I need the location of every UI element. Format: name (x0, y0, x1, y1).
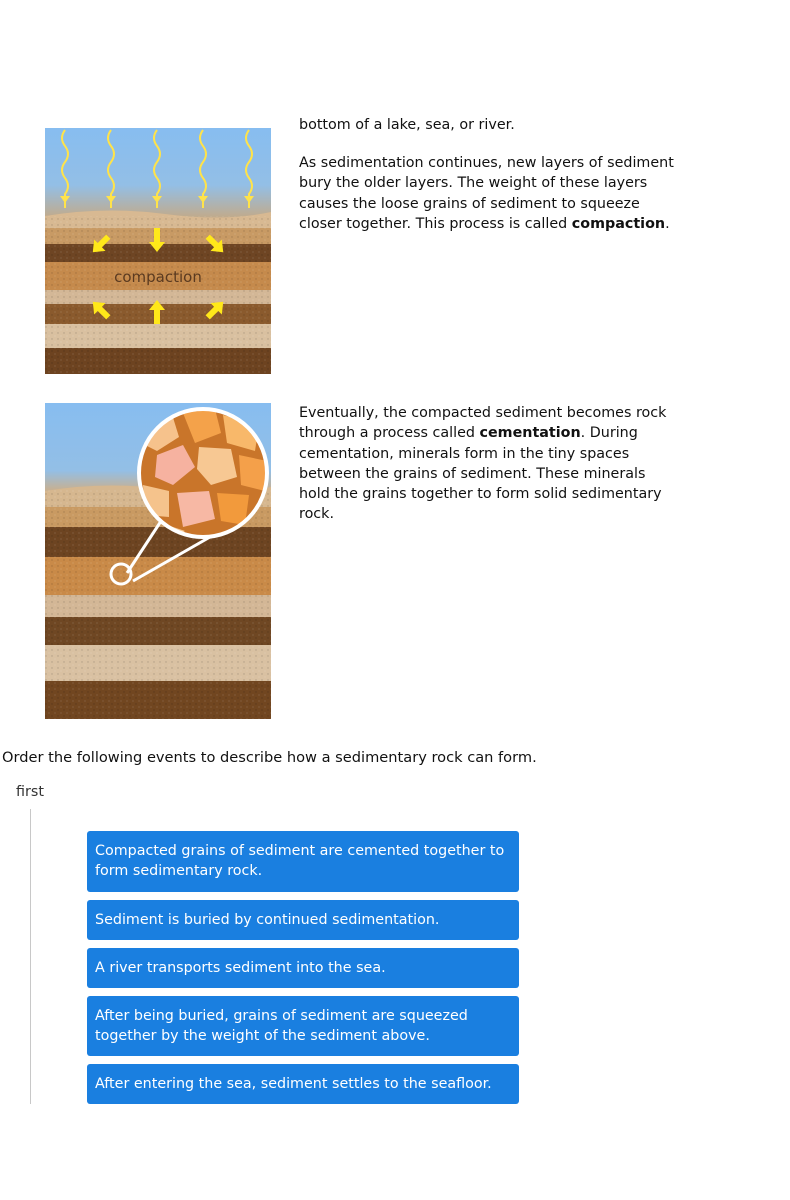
order-first-label: first (16, 784, 44, 800)
compaction-paragraph: As sedimentation continues, new layers of sediment bury the older layers. The weight of these layers causes the loose grains of sediment to squeeze closer together. This process is called compaction. (299, 155, 674, 232)
question-prompt: Order the following events to describe how a sedimentary rock can form. (2, 749, 537, 766)
order-axis-line (30, 809, 31, 1104)
sortable-item[interactable] (87, 948, 519, 988)
sortable-item[interactable] (87, 900, 519, 940)
compaction-illustration (45, 128, 271, 374)
sortable-item[interactable] (87, 996, 519, 1056)
cementation-term: cementation (479, 425, 581, 442)
sortable-item[interactable] (87, 1064, 519, 1104)
sortable-item-text: After being buried, grains of sediment are squeezed together by the weight of the sediment above. (95, 1008, 468, 1044)
sortable-item-text: After entering the sea, sediment settles to the seafloor. (95, 1076, 492, 1092)
sortable-item-text: Compacted grains of sediment are cemented together to form sedimentary rock. (95, 843, 505, 879)
cementation-illustration (45, 403, 271, 719)
compaction-term: compaction (571, 215, 666, 232)
compaction-image-label: compaction (114, 268, 202, 286)
sortable-item[interactable] (87, 831, 519, 892)
cementation-paragraph: Eventually, the compacted sediment becomes rock through a process called cementation. During cementation, minerals form in the tiny spaces between the grains of sediment. These minerals hold the grains together to form solid sedimentary rock. (299, 405, 667, 523)
sortable-item-text: A river transports sediment into the sea. (95, 960, 386, 976)
clipped-paragraph-line: bottom of a lake, sea, or river. (299, 118, 515, 133)
sortable-item-text: Sediment is buried by continued sedimentation. (95, 912, 440, 928)
